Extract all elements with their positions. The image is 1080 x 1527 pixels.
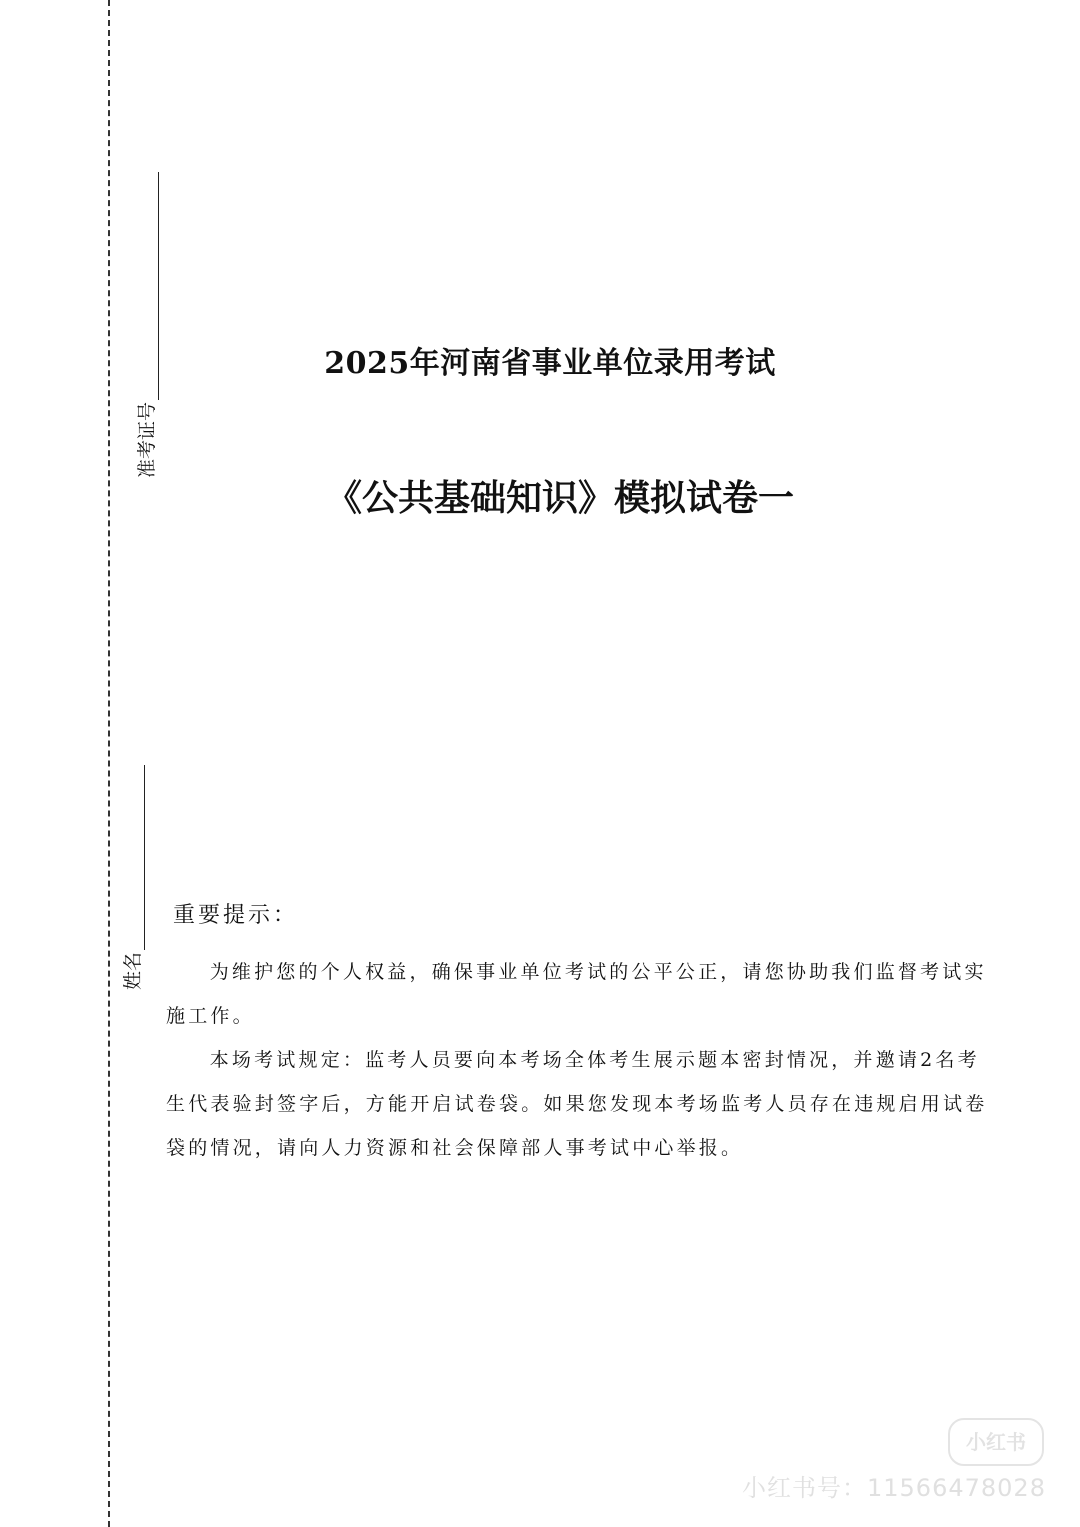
paper-title: 《公共基础知识》模拟试卷一	[325, 478, 794, 519]
exam-title: 2025年河南省事业单位录用考试	[324, 346, 776, 381]
name-blank-line	[124, 765, 145, 950]
exam-id-label: 准考证号	[136, 401, 158, 478]
binding-dashed-line	[108, 0, 110, 1527]
watermark-logo: 小红书	[948, 1418, 1044, 1466]
notice-paragraph: 为维护您的个人权益，确保事业单位考试的公平公正，请您协助我们监督考试实施工作。	[166, 961, 987, 1027]
notice-paragraph: 本场考试规定：监考人员要向本考场全体考生展示题本密封情况，并邀请2名考生代表验封签字后，方能开启试卷袋。如果您发现本考场监考人员存在违规启用试卷袋的情况，请向人力资源和社会保障部人事考试中心举报。	[166, 1049, 988, 1159]
notice-heading: 重要提示：	[173, 903, 299, 928]
name-label: 姓名	[122, 951, 144, 990]
watermark-id-text: 小红书号：11566478028	[742, 1474, 1046, 1502]
notice-body	[166, 950, 996, 1170]
